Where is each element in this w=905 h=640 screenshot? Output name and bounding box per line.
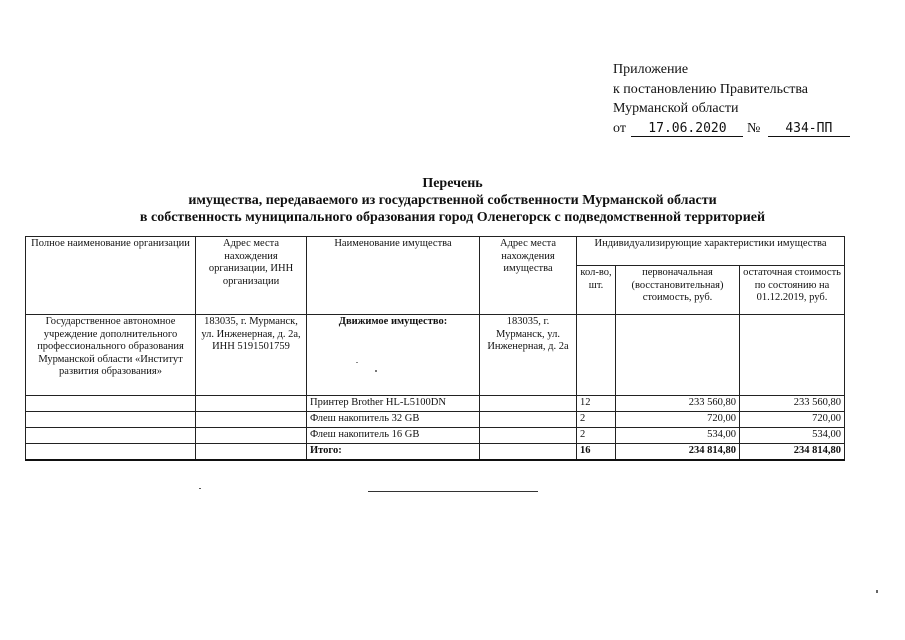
total-qty: 16 [577, 444, 616, 461]
appendix-block [613, 60, 850, 138]
empty-cell [480, 444, 577, 461]
empty-cell [26, 444, 196, 461]
total-residual-cost: 234 814,80 [740, 444, 845, 461]
empty-cell [480, 412, 577, 428]
property-table [25, 236, 845, 461]
header-property-address: Адрес места нахождения имущества [480, 237, 577, 315]
item-name: Принтер Brother HL-L5100DN [307, 396, 480, 412]
item-initial-cost: 534,00 [616, 428, 740, 444]
property-address-cell: 183035, г. Мурманск, ул. Инженерная, д. 2а [480, 315, 577, 396]
empty-cell [196, 428, 307, 444]
table-row [26, 396, 845, 412]
item-residual-cost: 534,00 [740, 428, 845, 444]
appendix-date-line [613, 119, 850, 139]
table-row [26, 412, 845, 428]
movable-property-label: Движимое имущество: [307, 315, 480, 396]
item-qty: 2 [577, 428, 616, 444]
scan-speck [876, 590, 878, 593]
empty-cell [616, 315, 740, 396]
scan-speck [375, 370, 377, 372]
number-prefix: № [746, 120, 761, 136]
item-residual-cost: 720,00 [740, 412, 845, 428]
date-prefix: от [613, 120, 626, 136]
item-initial-cost: 233 560,80 [616, 396, 740, 412]
appendix-line-3: Мурманской области [613, 101, 739, 116]
org-name-cell: Государственное автономное учреждение дополнительного профессионального образования Мурманской области «Институт развития образования» [26, 315, 196, 396]
header-org-address: Адрес места нахождения организации, ИНН организации [196, 237, 307, 315]
empty-cell [740, 315, 845, 396]
item-name: Флеш накопитель 32 GB [307, 412, 480, 428]
appendix-line-1: Приложение [613, 62, 689, 77]
header-characteristics: Индивидуализирующие характеристики имущества [577, 237, 845, 266]
item-qty: 2 [577, 412, 616, 428]
empty-cell [480, 396, 577, 412]
header-initial-cost: первоначальная (восстановительная) стоимость, руб. [616, 266, 740, 315]
header-qty: кол-во, шт. [577, 266, 616, 315]
empty-cell [196, 396, 307, 412]
total-label: Итого: [307, 444, 480, 461]
item-residual-cost: 233 560,80 [740, 396, 845, 412]
empty-cell [26, 412, 196, 428]
header-residual-cost: остаточная стоимость по состоянию на 01.12.2019, руб. [740, 266, 845, 315]
appendix-line-2: к постановлению Правительства [613, 81, 809, 97]
item-name: Флеш накопитель 16 GB [307, 428, 480, 444]
header-property-name: Наименование имущества [307, 237, 480, 315]
closing-rule [368, 491, 538, 492]
empty-cell [577, 315, 616, 396]
document-title [0, 175, 905, 226]
header-org-name: Полное наименование организации [26, 237, 196, 315]
scan-speck [356, 362, 358, 363]
scan-speck [199, 488, 201, 489]
resolution-number: 434-ПП [768, 121, 850, 137]
table-row [26, 428, 845, 444]
resolution-date: 17.06.2020 [631, 121, 743, 137]
table-header-row [26, 237, 845, 266]
empty-cell [26, 428, 196, 444]
org-address-cell: 183035, г. Мурманск, ул. Инженерная, д. 2а, ИНН 5191501759 [196, 315, 307, 396]
item-initial-cost: 720,00 [616, 412, 740, 428]
title-line-1: Перечень [422, 176, 483, 191]
title-line-3: в собственность муниципального образования город Оленегорск с подведомственной территорией [139, 210, 766, 225]
empty-cell [480, 428, 577, 444]
total-initial-cost: 234 814,80 [616, 444, 740, 461]
empty-cell [196, 412, 307, 428]
title-line-2: имущества, передаваемого из государственной собственности Мурманской области [188, 193, 717, 208]
empty-cell [196, 444, 307, 461]
table-row-organization [26, 315, 845, 396]
empty-cell [26, 396, 196, 412]
item-qty: 12 [577, 396, 616, 412]
table-row-total [26, 444, 845, 461]
